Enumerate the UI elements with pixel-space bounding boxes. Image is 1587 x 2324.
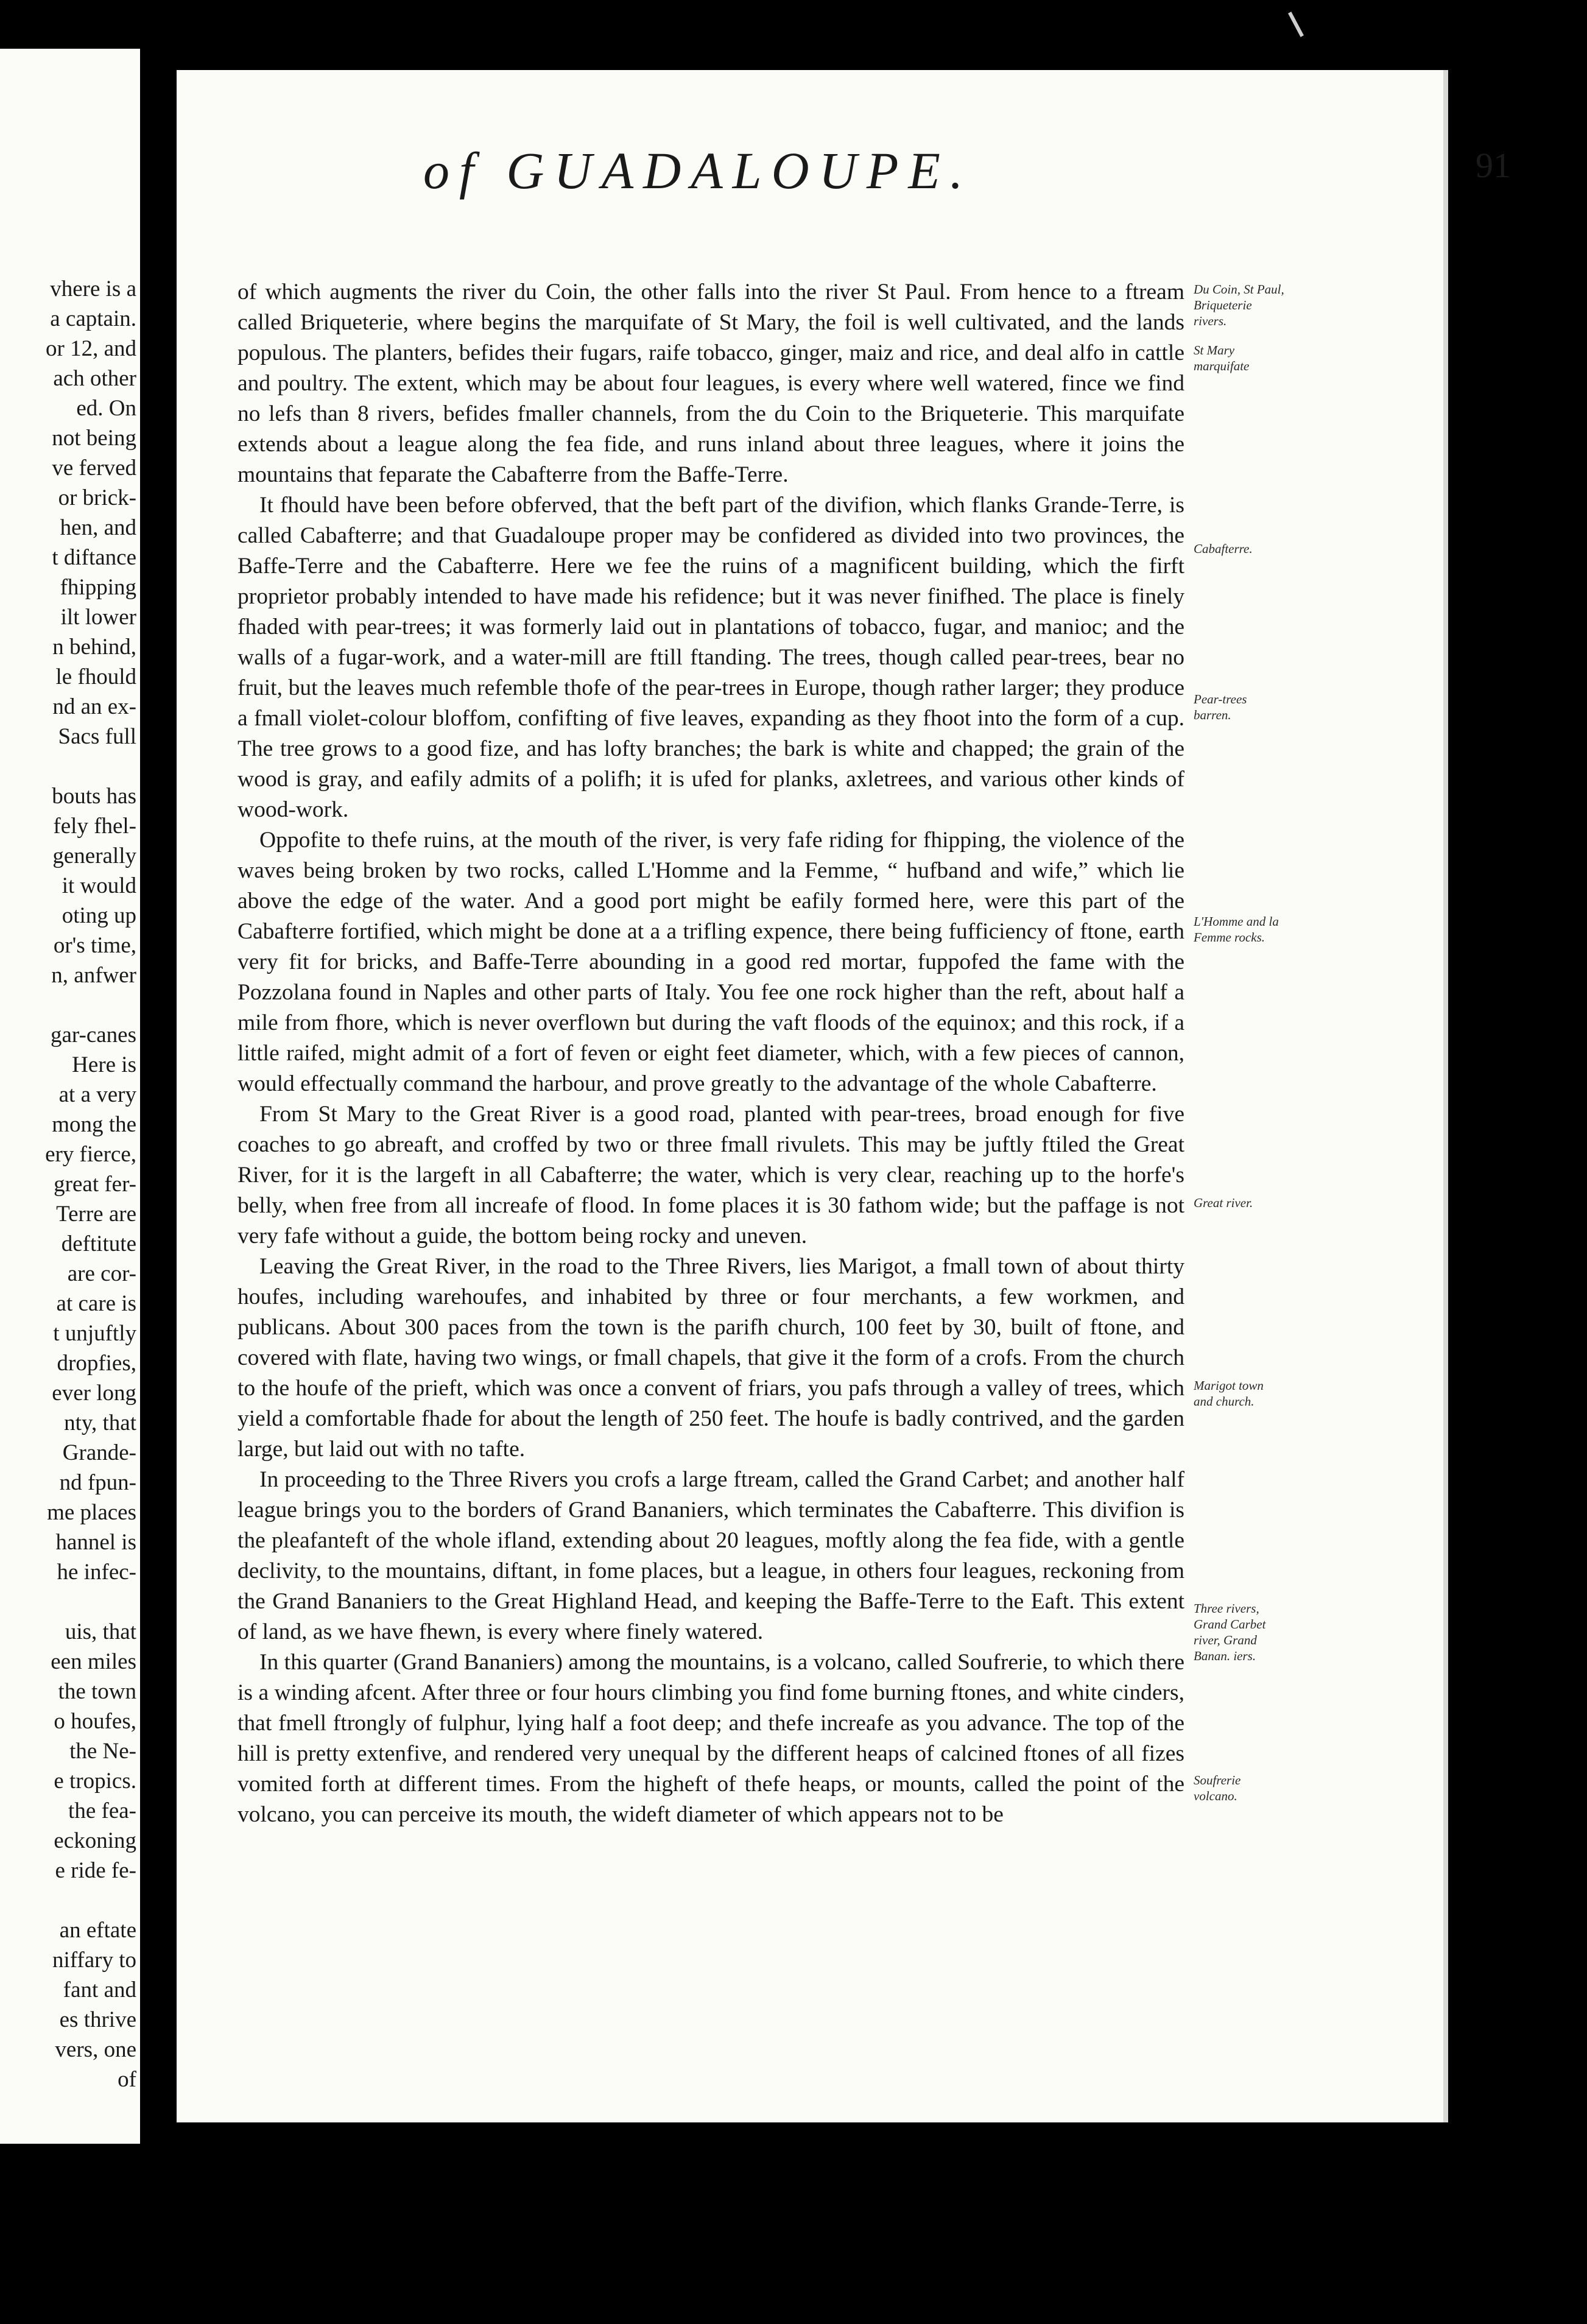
left-page-line: vhere is a [50,276,136,301]
facing-page-fragment [0,49,140,2144]
left-page-line: n, anfwer [51,963,136,988]
left-page-line: fant and [63,1977,136,2002]
paragraph: It fhould have been before obferved, that the beft part of the divifion, which flanks Grande-Terre, is called Cabafterre; and that Guadaloupe proper may be confidered as divided into two provinces, the Baffe-Terre and the Cabafterre. Here we fee the ruins of a magnificent building, which the firft proprietor probably intended to have made his refidence; but it was never finifhed. The place is finely fhaded with pear-trees; it was formerly laid out in plantations of tobacco, fugar, and manioc; and the walls of a fugar-work, and a water-mill are ftill ftanding. The trees, though called pear-trees, bear no fruit, but the leaves much refemble thofe of the pear-trees in Europe, though rather larger; they produce a fmall violet-colour bloffom, confifting of five leaves, expanding as they fhoot into the form of a cup. The tree grows to a good fize, and has lofty branches; the bark is white and chapped; the grain of the wood is gray, and eafily admits of a polifh; it is ufed for planks, axletrees, and various other kinds of wood-work. [238,493,1184,822]
page-number: 91 [1476,146,1511,185]
left-page-line: een miles [51,1649,136,1674]
left-page-line: vers, one [55,2037,136,2062]
margin-note: Soufrerie volcano. [1194,1773,1241,1803]
margin-note: Cabafterre. [1194,541,1253,556]
running-title: of GUADALOUPE. [423,141,973,200]
left-page-line: fely fhel- [53,814,136,839]
left-page-line: not being [52,426,136,451]
left-page-line: are cor- [67,1261,136,1286]
left-page-line: or brick- [58,485,136,510]
margin-note: Three rivers, Grand Carbet river, Grand Banan. iers. [1194,1601,1266,1663]
left-page-line: gar-canes [51,1023,136,1048]
margin-note: St Mary marquifate [1194,343,1250,373]
left-page-line: generally [52,843,136,868]
page-body [238,277,1184,1830]
left-page-line: ever long [52,1381,136,1406]
left-page-line: the fea- [68,1798,136,1823]
left-page-line: Sacs full [58,724,136,749]
left-page-line: uis, that [65,1619,136,1644]
left-page-line: ve ferved [52,456,136,481]
left-page-line: mong the [52,1112,136,1137]
left-page-line: me places [47,1500,136,1525]
left-page-line: the Ne- [69,1739,136,1764]
left-page-line: e tropics. [54,1769,136,1794]
paragraph: In this quarter (Grand Bananiers) among the mountains, is a volcano, called Soufrerie, to which there is a winding afcent. After three or four hours climbing you find fome burning ftones, and white cinders, that fmell ftrongly of fulphur, lying half a foot deep; and thefe increafe as you advance. The top of the hill is pretty extenfive, and rendered very unequal by the different heaps of calcined ftones of all fizes vomited forth at different times. From the higheft of thefe heaps, or mounts, called the point of the volcano, you can perceive its mouth, the wideft diameter of which appears not to be [238,1650,1184,1827]
page-header [225,140,1569,207]
paragraph: Oppofite to thefe ruins, at the mouth of the river, is very fafe riding for fhipping, the violence of the waves being broken by two rocks, called L'Homme and la Femme, “ hufband and wife,” which lie above the edge of the water. And a good port might be eafily formed here, were this part of the Cabafterre fortified, which might be done at a a trifling expence, there being fufficiency of ftone, earth very fit for bricks, and Baffe-Terre abounding in a good red mortar, fuppofed the fame with the Pozzolana found in Naples and other parts of Italy. You fee one rock higher than the reft, about half a mile from fhore, which is never overflown but during the vaft floods of the equinox; and this rock, if a little raifed, might admit of a fort of feven or eight feet diameter, which, with a few pieces of cannon, would effectually command the harbour, and prove greatly to the advantage of the whole Cabafterre. [238,828,1184,1096]
margin-note: Great river. [1194,1195,1253,1210]
left-page-line: it would [62,873,136,898]
left-page-line: t diftance [52,545,136,570]
left-page-line: the town [58,1679,136,1704]
left-page-line: ilt lower [60,605,136,630]
left-page-line: es thrive [59,2007,136,2032]
paragraph: In proceeding to the Three Rivers you crofs a large ftream, called the Grand Carbet; and another half league brings you to the borders of Grand Bananiers, which terminates the Cabafterre. This divifion is the pleafanteft of the whole ifland, extending about 20 leagues, moftly along the fea fide, with a gentle declivity, to the mountains, diftant, in fome places, but a league, in others four leagues, reckoning from the Grand Bananiers to the Great Highland Head, and keeping the Baffe-Terre to the Eaft. This extent of land, as we have fhewn, is every where finely watered. [238,1467,1184,1644]
left-page-line: ed. On [76,396,136,421]
left-page-line: hen, and [60,515,136,540]
margin-note: Du Coin, St Paul, Briqueterie rivers. [1194,282,1284,328]
paragraph: Leaving the Great River, in the road to the Three Rivers, lies Marigot, a fmall town of about thirty houfes, including warehoufes, and inhabited by three or four merchants, a few workmen, and publicans. About 300 paces from the town is the parifh church, 100 feet by 30, built of ftone, and covered with flate, having two wings, or fmall chapels, that give it the form of a crofs. From the church to the houfe of the prieft, which was once a convent of friars, you pafs through a valley of trees, which yield a comfortable fhade for about the length of 250 feet. The houfe is badly contrived, and the garden large, but laid out with no tafte. [238,1254,1184,1462]
left-page-line: a captain. [50,306,136,331]
left-page-line: nd fpun- [59,1470,136,1495]
left-page-line: an eftate [59,1918,136,1943]
left-page-line: le fhould [55,664,136,689]
left-page-line: nd an ex- [52,694,136,719]
left-page-line: Terre are [56,1202,136,1227]
scanner-mark [1288,12,1304,37]
left-page-line: Grande- [62,1440,136,1465]
left-page-line: e ride fe- [55,1858,136,1883]
left-page-line: ach other [53,366,136,391]
left-page-line: hannel is [55,1530,136,1555]
left-page-line: nty, that [64,1410,136,1435]
left-page-line: he infec- [57,1560,136,1585]
left-page-line: t unjuftly [53,1321,136,1346]
left-page-line: or 12, and [46,336,136,361]
left-page-line: eckoning [54,1828,136,1853]
left-page-line: bouts has [52,784,136,809]
left-page-line: n behind, [52,635,136,660]
margin-note: L'Homme and la Femme rocks. [1194,914,1279,945]
left-page-line: or's time, [53,933,136,958]
left-page-line: great fer- [54,1172,136,1197]
left-page-line: niffary to [52,1948,136,1973]
margin-note: Marigot town and church. [1194,1378,1264,1409]
left-page-line: dropfies, [57,1351,136,1376]
left-page-line: ery fierce, [45,1142,136,1167]
left-page-line: of [118,2067,136,2092]
left-page-line: at care is [56,1291,136,1316]
left-page-line: deftitute [61,1231,136,1256]
left-page-line: Here is [72,1052,136,1077]
left-page-line: oting up [62,903,136,928]
left-page-line: fhipping [60,575,136,600]
paragraph: of which augments the river du Coin, the other falls into the river St Paul. From hence to a ftream called Briqueterie, where begins the marquifate of St Mary, the foil is well cultivated, and the lands populous. The planters, befides their fugars, raife tobacco, ginger, maiz and rice, and deal alfo in cattle and poultry. The extent, which may be about four leagues, is every where well watered, fince we find no lefs than 8 rivers, befides fmaller channels, from the du Coin to the Briqueterie. This marquifate extends about a league along the fea fide, and runs inland about three leagues, where it joins the mountains that feparate the Cabafterre from the Baffe-Terre. [238,280,1184,487]
left-page-line: o houfes, [54,1709,136,1734]
paragraph: From St Mary to the Great River is a good road, planted with pear-trees, broad enough for five coaches to go abreaft, and croffed by two or three fmall rivulets. This may be juftly ftiled the Great River, for it is the largeft in all Cabafterre; the water, which is very clear, reaching up to the horfe's belly, when free from all increafe of flood. In fome places it is 30 fathom wide; but the paffage is not very fafe without a guide, the bottom being rocky and uneven. [238,1102,1184,1248]
margin-note: Pear-trees barren. [1194,692,1247,722]
left-page-line: at a very [58,1082,136,1107]
